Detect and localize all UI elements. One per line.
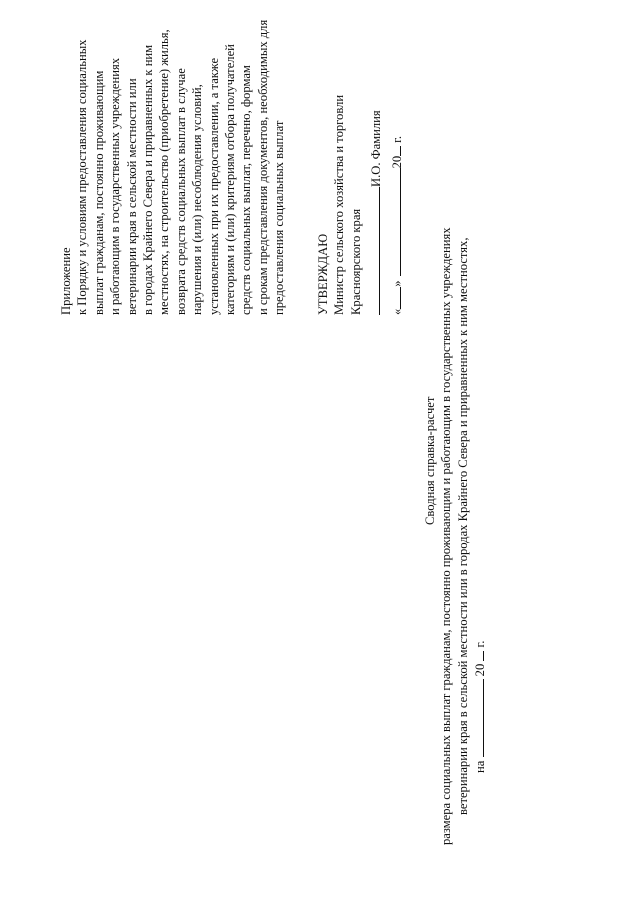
approval-position: Министр сельского хозяйства и торговли — [332, 94, 347, 315]
month-blank — [388, 168, 401, 276]
appendix-line: категориям и (или) критериям отбора получателей — [223, 44, 238, 315]
date-year-prefix: 20 — [389, 155, 404, 169]
appendix-line: в городах Крайнего Севера и приравненных к ним — [141, 44, 156, 315]
document-title-line: ветеринарии края в сельской местности или в городах Крайнего Севера и приравненных к ним местностях, — [455, 237, 470, 815]
appendix-line: к Порядку и условиям предоставления социальных — [75, 39, 90, 315]
signature-line — [367, 15, 384, 315]
date-year-suffix: г. — [473, 640, 488, 648]
document-title-line: размера социальных выплат гражданам, постоянно проживающим и работающим в государственных учреждениях — [439, 227, 454, 845]
appendix-line: Приложение — [59, 247, 73, 315]
date-year-prefix: 20 — [473, 663, 488, 677]
document-heading: Сводная справка-расчет — [423, 396, 437, 525]
date-close-quote: » — [389, 280, 404, 287]
approval-region: Красноярского края — [348, 208, 363, 315]
appendix-line: возврата средств социальных выплат в случае — [173, 68, 188, 315]
document-date-line — [471, 205, 488, 845]
date-blank — [471, 680, 484, 758]
date-open-quote: « — [389, 308, 404, 315]
appendix-line: средств социальных выплат, перечню, формам — [239, 65, 254, 315]
appendix-line: и срокам представления документов, необходимых для — [255, 19, 270, 315]
signature-name: И.О. Фамилия — [369, 110, 384, 187]
appendix-line: нарушения и (или) несоблюдения условий, — [190, 84, 205, 315]
appendix-block — [58, 0, 288, 315]
appendix-line: и работающим в государственных учреждениях — [108, 57, 123, 315]
approval-date-line — [388, 15, 405, 315]
signature-blank — [367, 187, 380, 315]
date-prefix: на — [473, 760, 488, 773]
appendix-line: выплат гражданам, постоянно проживающим — [91, 70, 106, 315]
year-blank — [388, 146, 401, 156]
year-blank — [471, 651, 484, 661]
appendix-line: ветеринарии края в сельской местности или — [124, 78, 139, 315]
day-blank — [388, 287, 401, 309]
appendix-line: установленных при их предоставлении, а также — [206, 57, 221, 315]
document-title-block — [422, 205, 489, 845]
appendix-line: предоставления социальных выплат — [272, 120, 287, 315]
appendix-line: местностях, на строительство (приобретение) жилья, — [157, 29, 172, 315]
approval-heading: УТВЕРЖДАЮ — [316, 233, 330, 315]
date-year-suffix: г. — [389, 135, 404, 143]
approval-block — [315, 15, 405, 315]
